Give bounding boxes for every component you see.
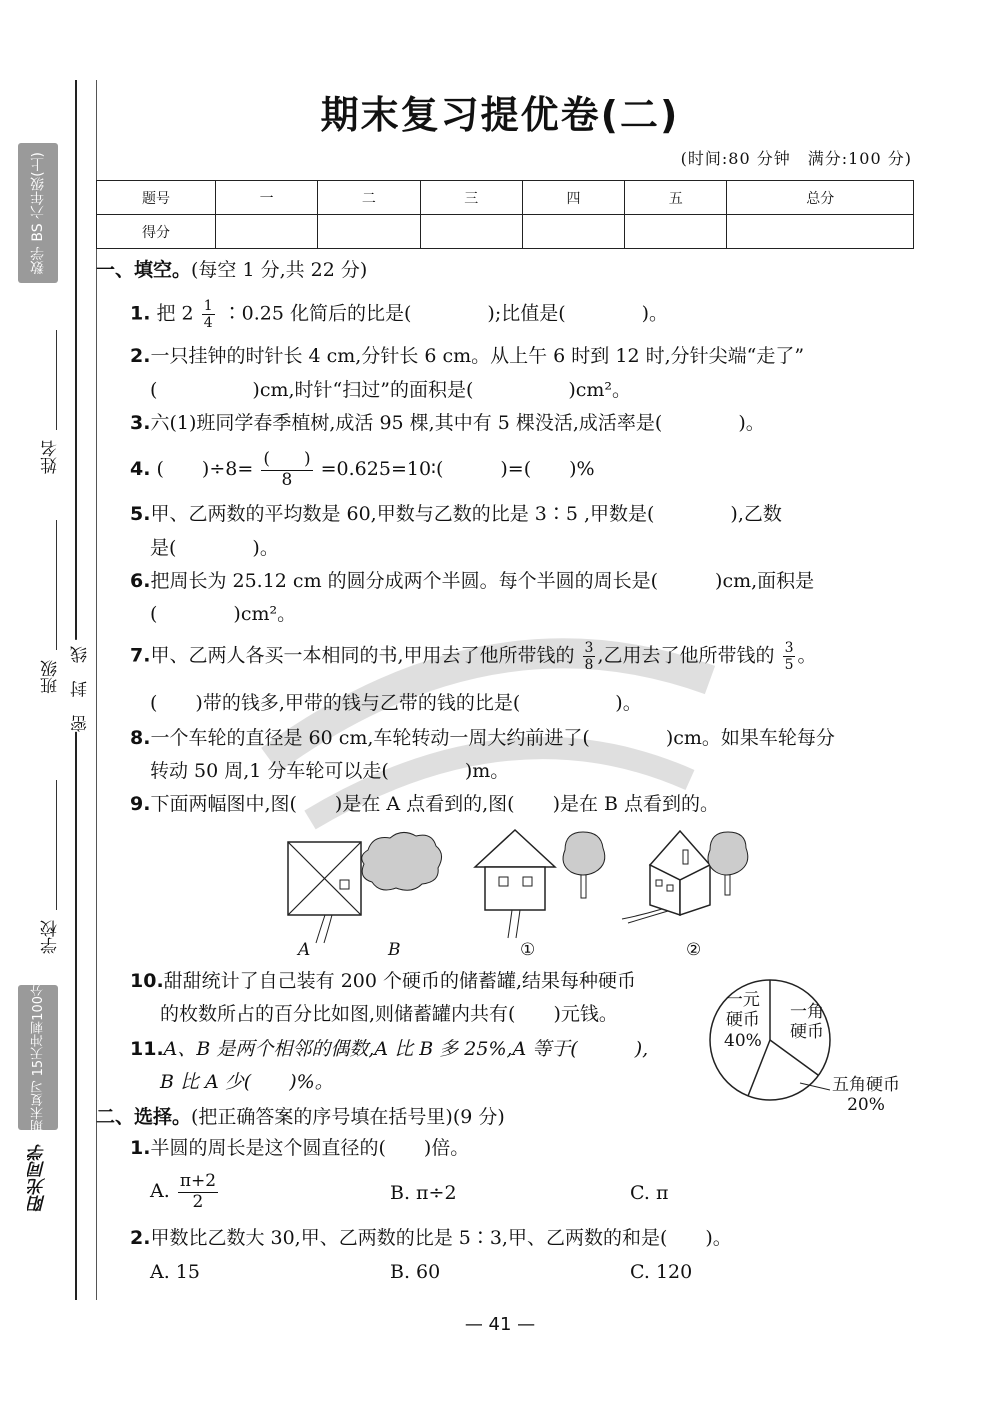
question-text: 把周长为 25.12 cm 的圆分成两个半圆。每个半圆的周长是( )cm,面积是 (150, 570, 815, 592)
pie-label-yiyuan (724, 990, 762, 1051)
page-number: — 41 — (464, 1314, 536, 1335)
class-label: 班级 (41, 660, 61, 694)
choice-1-option-a[interactable] (150, 1172, 220, 1212)
question-number: 5. (130, 503, 151, 525)
question-6-line2 (150, 603, 296, 626)
fraction (261, 450, 312, 490)
score-table-score-row (97, 215, 914, 249)
score-cell: 四 (522, 181, 624, 215)
question-8-line2 (150, 760, 509, 783)
choice-2-option-c[interactable]: C. 120 (630, 1261, 693, 1283)
fraction-top: 3 (784, 640, 794, 656)
question-text: ,乙用去了他所带钱的 (597, 644, 775, 667)
question-number: 6. (130, 570, 151, 592)
pie-label-wujiao (832, 1075, 900, 1116)
caption-b: B (388, 940, 401, 960)
question-number: 11. (130, 1038, 164, 1060)
score-input-cell[interactable] (522, 215, 624, 249)
question-number: 4. (130, 458, 151, 481)
question-5 (130, 503, 782, 526)
choice-2-option-a[interactable]: A. 15 (150, 1261, 200, 1283)
score-cell: 三 (420, 181, 522, 215)
fraction-bottom: 5 (784, 657, 794, 674)
question-9 (130, 793, 719, 816)
question-1 (130, 298, 668, 331)
question-text: ( )cm,时针“扫过”的面积是( )cm²。 (150, 379, 632, 401)
fraction-top: 3 (584, 640, 594, 656)
score-table-header-row (97, 181, 914, 215)
question-7 (130, 640, 817, 673)
brand-logo (18, 1138, 58, 1218)
question-number: 9. (130, 793, 151, 815)
pie-label-pct: 40% (724, 1030, 762, 1051)
fraction-top: π+2 (179, 1171, 217, 1191)
question-number: 8. (130, 727, 151, 749)
question-text: 。 (797, 644, 817, 667)
fraction (178, 1172, 218, 1212)
brand-logo-text: 阳光同学 (28, 1144, 49, 1212)
question-text: ( )÷8= (156, 458, 254, 481)
score-input-cell[interactable] (727, 215, 914, 249)
class-line (56, 520, 57, 650)
score-table (96, 180, 914, 249)
seal-line-label: 密 封 线 (68, 640, 93, 732)
question-text: 六(1)班同学春季植树,成活 95 棵,其中有 5 棵没活,成活率是( )。 (150, 412, 765, 434)
question-text: A、B 是两个相邻的偶数,A 比 B 多 25%,A 等于( ), (163, 1038, 649, 1060)
section2-title: 二、选择。 (96, 1106, 192, 1128)
section1-note: (每空 1 分,共 22 分) (191, 259, 368, 281)
choice-2-option-b[interactable]: B. 60 (390, 1261, 441, 1283)
review-tab (18, 982, 58, 1133)
fraction-top: ( ) (263, 449, 311, 469)
top-view-drawing (288, 832, 442, 943)
subject-tab (18, 143, 58, 283)
caption-2: ② (686, 940, 702, 960)
pie-label-text: 硬币 (790, 1022, 824, 1043)
score-cell: 总分 (727, 181, 914, 215)
question-2 (130, 345, 804, 368)
question-number: 2. (130, 1227, 151, 1249)
pie-label-text: 一元 (725, 990, 760, 1010)
house-front-view (475, 830, 605, 938)
fraction-bottom: 8 (281, 469, 293, 490)
question-number: 3. (130, 412, 151, 434)
question-10-line2 (160, 1003, 618, 1026)
question-10 (130, 970, 636, 993)
fraction (202, 298, 215, 331)
subject-tab-text: 数学 BS 六年级(上) (30, 151, 46, 275)
question-number: 1. (130, 1137, 151, 1159)
pie-label-text: 五角硬币 (832, 1075, 900, 1095)
score-cell: 题号 (97, 181, 216, 215)
question-text: =0.625=10∶( )=( )% (320, 458, 595, 481)
fraction-bottom: 4 (203, 315, 213, 332)
score-input-cell[interactable] (216, 215, 318, 249)
fraction (783, 640, 796, 673)
choice-1-option-b[interactable]: B. π÷2 (390, 1182, 457, 1204)
fraction-top: 1 (203, 298, 213, 314)
question-text: ∶0.25 化简后的比是( );比值是( )。 (222, 302, 669, 325)
score-input-cell[interactable] (420, 215, 522, 249)
caption-1: ① (520, 940, 536, 960)
score-cell: 五 (625, 181, 727, 215)
question-text: 一个车轮的直径是 60 cm,车轮转动一周大约前进了( )cm。如果车轮每分 (150, 727, 835, 749)
time-info: (时间:80 分钟 满分:100 分) (680, 149, 912, 168)
question-7-line2 (150, 692, 642, 715)
choice-2 (130, 1227, 732, 1250)
school-label: 学校 (41, 920, 61, 954)
score-input-cell[interactable] (625, 215, 727, 249)
question-text: 甲、乙两数的平均数是 60,甲数与乙数的比是 3∶5 ,甲数是( ),乙数 (150, 503, 782, 525)
pie-label-yijiao (790, 1002, 824, 1043)
question-text: 甜甜统计了自己装有 200 个硬币的储蓄罐,结果每种硬币 (163, 970, 637, 992)
question-text: 是( )。 (150, 537, 279, 559)
fraction (583, 640, 596, 673)
option-letter: A. (150, 1180, 170, 1203)
question-text: 的枚数所占的百分比如图,则储蓄罐内共有( )元钱。 (160, 1003, 618, 1025)
question-text: 甲、乙两人各买一本相同的书,甲用去了他所带钱的 (150, 644, 575, 667)
question-text: 下面两幅图中,图( )是在 A 点看到的,图( )是在 B 点看到的。 (150, 793, 720, 815)
name-label: 姓名 (41, 440, 61, 474)
section1-title: 一、填空。 (96, 259, 192, 281)
school-line (56, 780, 57, 910)
choice-1 (130, 1137, 469, 1160)
question-text: ( )cm²。 (150, 603, 297, 625)
name-line (56, 330, 57, 430)
review-tab-text: 期末复习 15天冲刺100分 (30, 982, 46, 1133)
fraction-bottom: 8 (584, 657, 594, 674)
caption-a: A (298, 940, 311, 960)
pie-label-text: 硬币 (725, 1010, 760, 1031)
question-text: 把 2 (156, 302, 194, 325)
score-cell: 一 (216, 181, 318, 215)
question-5-line2 (150, 537, 279, 560)
fraction-bottom: 2 (192, 1191, 204, 1212)
question-text: 转动 50 周,1 分车轮可以走( )m。 (150, 760, 510, 782)
pie-label-text: 一角 (790, 1002, 824, 1022)
section1-heading (96, 255, 367, 282)
question-8 (130, 727, 835, 750)
question-2-line2 (150, 379, 631, 402)
section2-note: (把正确答案的序号填在括号里)(9 分) (191, 1106, 505, 1128)
pie-divider (770, 1040, 818, 1075)
choice-1-option-c[interactable]: C. π (630, 1182, 669, 1204)
house-corner-view (622, 831, 748, 923)
question-11-line2 (160, 1071, 334, 1094)
question-text: 一只挂钟的时针长 4 cm,分针长 6 cm。从上午 6 时到 12 时,分针尖端“走了” (150, 345, 805, 367)
question-6 (130, 570, 814, 593)
section2-heading (96, 1102, 505, 1129)
q9-figures (270, 825, 750, 945)
question-text: 甲数比乙数大 30,甲、乙两数的比是 5∶3,甲、乙两数的和是( )。 (150, 1227, 732, 1249)
question-number: 10. (130, 970, 164, 992)
question-11 (130, 1038, 648, 1061)
pie-label-pct: 20% (847, 1095, 885, 1116)
question-number: 1. (130, 302, 151, 325)
page-title: 期末复习提优卷(二) (320, 93, 680, 137)
score-cell: 二 (318, 181, 420, 215)
score-input-cell[interactable] (318, 215, 420, 249)
question-text: ( )带的钱多,甲带的钱与乙带的钱的比是( )。 (150, 692, 642, 714)
question-4 (130, 450, 595, 490)
question-3 (130, 412, 765, 435)
question-number: 2. (130, 345, 151, 367)
question-text: B 比 A 少( )%。 (160, 1071, 334, 1093)
question-number: 7. (130, 644, 151, 667)
question-text: 半圆的周长是这个圆直径的( )倍。 (150, 1137, 470, 1159)
score-cell: 得分 (97, 215, 216, 249)
